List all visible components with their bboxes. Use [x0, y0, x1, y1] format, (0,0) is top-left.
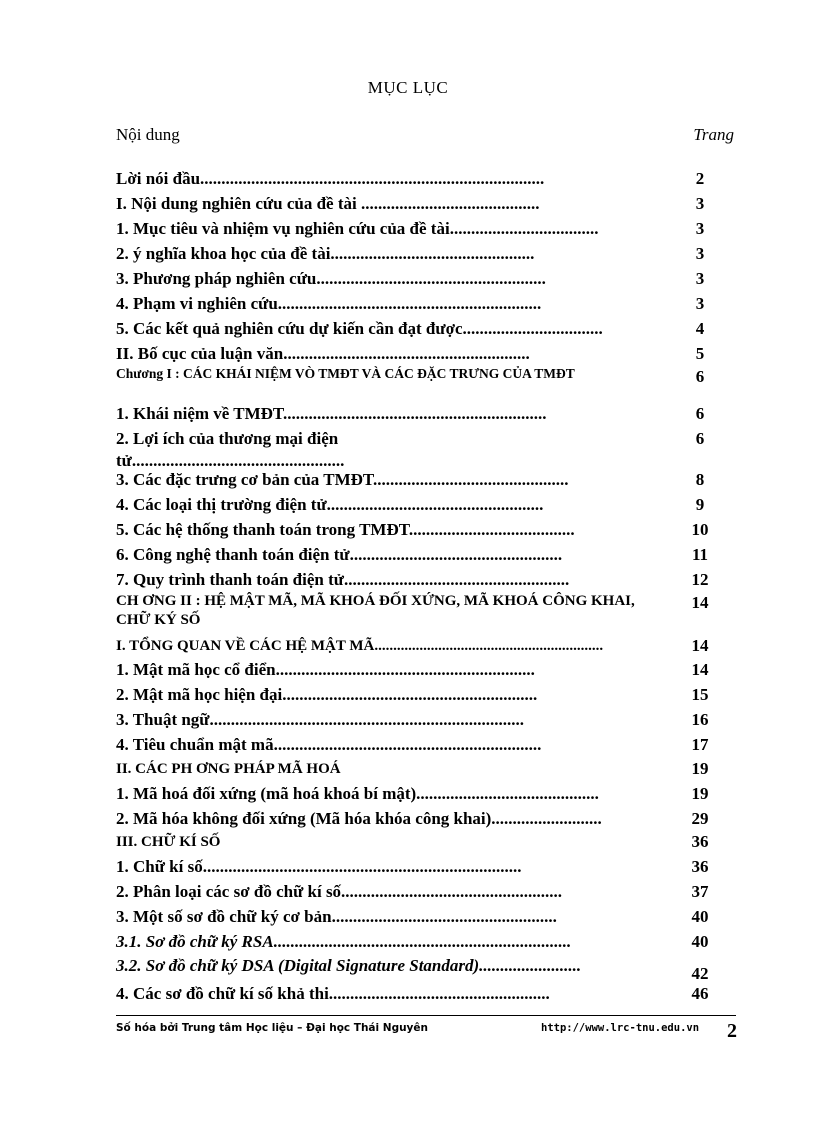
- toc-entry[interactable]: II. Bố cục của luận văn.......................................................... 5: [116, 344, 705, 363]
- toc-entry[interactable]: I. TỔNG QUAN VỀ CÁC HỆ MẬT MÃ............................................................. 14: [116, 636, 709, 655]
- toc-entry[interactable]: 2. Mật mã học hiện đại............................................................ 15: [116, 685, 709, 704]
- toc-entry[interactable]: 1. Khái niệm về TMĐT.............................................................. 6: [116, 404, 705, 423]
- toc-entry[interactable]: 2. Mã hóa không đối xứng (Mã hóa khóa công khai).......................... 29: [116, 809, 709, 828]
- toc-chapter-heading[interactable]: CH ƠNG II : HỆ MẬT MÃ, MÃ KHOÁ ĐỐI XỨNG, MÃ KHOÁ CÔNG KHAI, CHỮ KÝ SỐ 14: [116, 593, 709, 628]
- page-column-header: Trang: [693, 125, 734, 144]
- toc-entry[interactable]: 4. Các loại thị trường điện tử................................................... 9: [116, 495, 705, 514]
- page-number: 2: [727, 1020, 737, 1042]
- toc-entry[interactable]: 3. Phương pháp nghiên cứu...................................................... 3: [116, 269, 705, 288]
- toc-entry[interactable]: 5. Các hệ thống thanh toán trong TMĐT....................................... 10: [116, 520, 709, 539]
- toc-entry[interactable]: 5. Các kết quả nghiên cứu dự kiến cần đạt được................................. 4: [116, 319, 705, 338]
- toc-entry[interactable]: 3. Thuật ngữ.......................................................................... 16: [116, 710, 709, 729]
- toc-entry[interactable]: 1. Mục tiêu và nhiệm vụ nghiên cứu của đề tài................................... 3: [116, 219, 705, 238]
- toc-entry[interactable]: I. Nội dung nghiên cứu của đề tài .......................................... 3: [116, 194, 705, 213]
- toc-entry[interactable]: 3. Các đặc trưng cơ bản của TMĐT.............................................. 8: [116, 470, 705, 489]
- toc-entry[interactable]: 1. Mật mã học cổ điển............................................................. 14: [116, 660, 709, 679]
- footer-url[interactable]: http://www.lrc-tnu.edu.vn: [541, 1022, 700, 1034]
- toc-entry[interactable]: Lời nói đầu................................................................................. 2: [116, 169, 705, 188]
- toc-entry[interactable]: 7. Quy trình thanh toán điện tử..................................................... 12: [116, 570, 709, 589]
- toc-section-heading[interactable]: II. CÁC PH ƠNG PHÁP MÃ HOÁ 19: [116, 759, 709, 778]
- toc-entry[interactable]: 4. Tiêu chuẩn mật mã............................................................... 17: [116, 735, 709, 754]
- content-column-header: Nội dung: [116, 125, 180, 144]
- toc-entry[interactable]: 3. Một số sơ đồ chữ ký cơ bản..................................................... 40: [116, 907, 709, 926]
- toc-subentry[interactable]: 3.2. Sơ đồ chữ ký DSA (Digital Signature Standard)........................ 42: [116, 956, 709, 983]
- toc-entry[interactable]: 4. Các sơ đồ chữ kí số khả thi.................................................... 46: [116, 984, 709, 1003]
- toc-subentry[interactable]: 3.1. Sơ đồ chữ ký RSA...................................................................... 40: [116, 932, 709, 951]
- footer-source: Số hóa bởi Trung tâm Học liệu – Đại học Thái Nguyên: [116, 1022, 428, 1034]
- toc-section-heading[interactable]: III. CHỮ KÍ SỐ 36: [116, 832, 709, 851]
- toc-chapter-heading[interactable]: Chương I : CÁC KHÁI NIỆM VÒ TMĐT VÀ CÁC ĐẶC TRƯNG CỦA TMĐT 6: [116, 366, 705, 386]
- toc-entry[interactable]: 1. Mã hoá đối xứng (mã hoá khoá bí mật)........................................... 19: [116, 784, 709, 803]
- page-title: MỤC LỤC: [367, 78, 449, 97]
- toc-entry[interactable]: 6. Công nghệ thanh toán điện tử.................................................. 11: [116, 545, 709, 564]
- toc-entry[interactable]: 4. Phạm vi nghiên cứu.............................................................. 3: [116, 294, 705, 313]
- toc-entry[interactable]: 2. Lợi ích của thương mại điện tử.................................................. 6: [116, 429, 705, 470]
- toc-entry[interactable]: 2. ý nghĩa khoa học của đề tài................................................ 3: [116, 244, 705, 263]
- footer-divider: [116, 1015, 736, 1016]
- toc-entry[interactable]: 2. Phân loại các sơ đồ chữ kí số.................................................... 37: [116, 882, 709, 901]
- toc-entry[interactable]: 1. Chữ kí số........................................................................... 36: [116, 857, 709, 876]
